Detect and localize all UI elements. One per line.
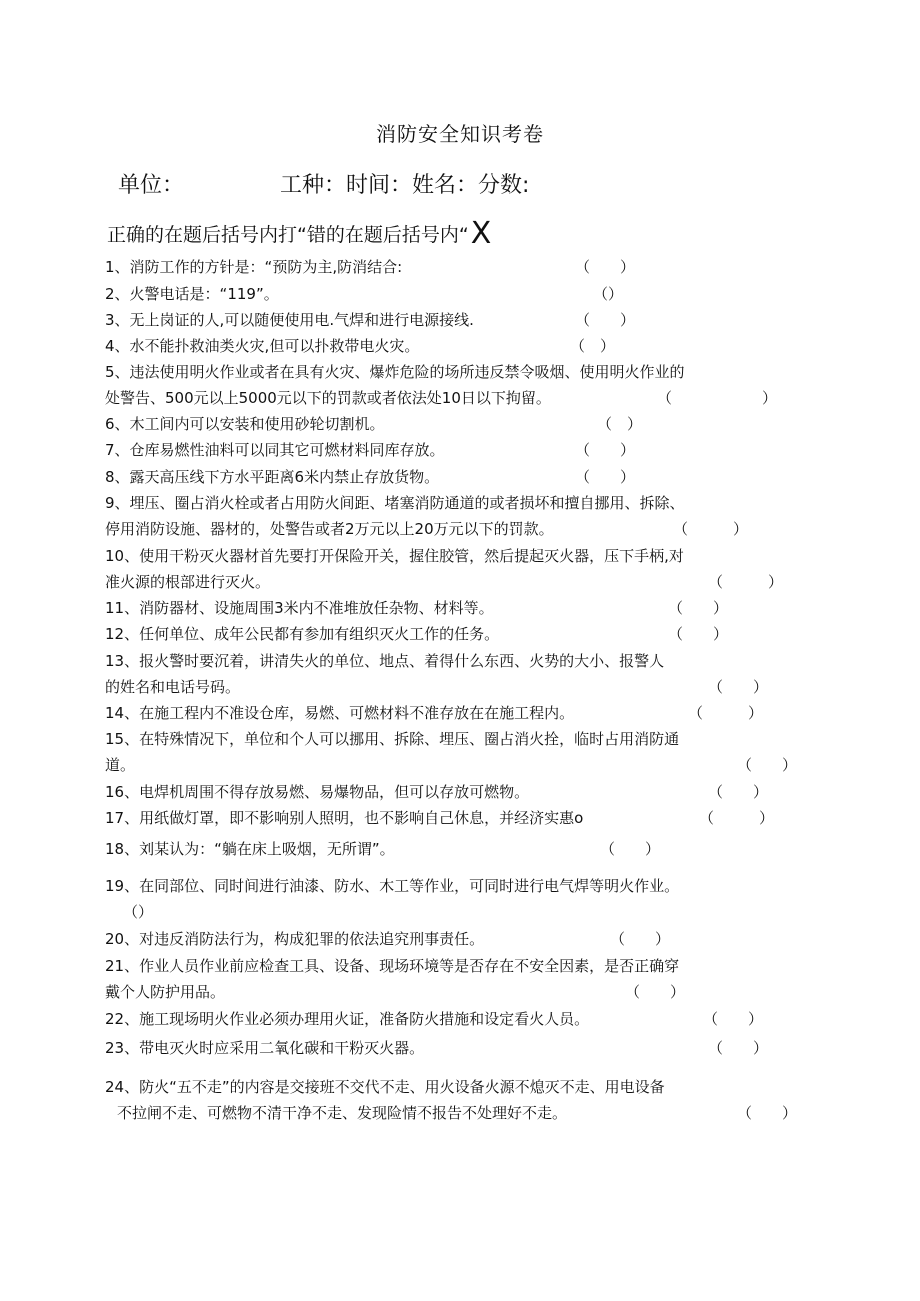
question-text: 21、作业人员作业前应检查工具、设备、现场环境等是否存在不安全因素，是否正确穿 <box>105 957 680 975</box>
question-text: 19、在同部位、同时间进行油漆、防水、木工等作业，可同时进行电气焊等明火作业。 <box>105 877 680 895</box>
question-text: 23、带电灭火时应采用二氧化碳和干粉灭火器。 <box>105 1039 425 1057</box>
question-12 <box>105 621 729 647</box>
answer-blank: （ ） <box>668 625 729 643</box>
question-3 <box>105 307 636 333</box>
question-text: 24、防火“五不走”的内容是交接班不交代不走、用火设备火源不熄灭不走、用电设备 <box>105 1078 665 1096</box>
question-16 <box>105 779 769 805</box>
answer-blank: （ ） <box>708 1039 769 1057</box>
answer-blank: （ ） <box>575 441 636 459</box>
answer-blank: （ ） <box>673 520 749 538</box>
exam-header-fields <box>118 168 529 199</box>
question-4 <box>105 333 616 359</box>
answer-blank: （ ） <box>625 983 686 1001</box>
cross-mark: X <box>470 216 492 251</box>
question-9 <box>105 490 749 542</box>
question-text: 9、埋压、圈占消火栓或者占用防火间距、堵塞消防通道的或者损坏和擅自挪用、拆除、 <box>105 494 685 512</box>
answer-blank: （ ） <box>737 1104 798 1122</box>
question-text-continued: 停用消防设施、器材的，处警告或者2万元以上20万元以下的罚款。 <box>105 520 554 538</box>
question-text: 3、无上岗证的人,可以随便使用电.气焊和进行电源接线. <box>105 311 474 329</box>
header-fields-label: 工种：时间：姓名：分数: <box>280 173 530 198</box>
question-24 <box>105 1074 798 1126</box>
answer-blank: （ ） <box>699 809 775 827</box>
answer-blank: （ ） <box>600 840 661 858</box>
answer-blank: （） <box>123 903 154 921</box>
answer-blank: （） <box>593 285 624 303</box>
page-title: 消防安全知识考卷 <box>376 122 544 146</box>
answer-blank: （ ） <box>737 756 798 774</box>
answer-blank: （ ） <box>708 783 769 801</box>
answer-blank: （ ） <box>657 389 778 407</box>
question-23 <box>105 1035 769 1061</box>
question-text: 8、露天高压线下方水平距离6米内禁止存放货物。 <box>105 468 440 486</box>
question-text: 17、用纸做灯罩，即不影响别人照明，也不影响自己休息，并经济实惠o <box>105 809 584 827</box>
question-text: 13、报火警时要沉着，讲清失火的单位、地点、着得什么东西、火势的大小、报警人 <box>105 652 665 670</box>
question-text-continued: 处警告、500元以上5000元以下的罚款或者依法处10日以下拘留。 <box>105 389 551 407</box>
question-text: 22、施工现场明火作业必须办理用火证，准备防火措施和设定看火人员。 <box>105 1010 590 1028</box>
question-5 <box>105 359 778 411</box>
answer-blank: （ ） <box>668 599 729 617</box>
answer-blank: （ ） <box>575 311 636 329</box>
question-text: 11、消防器材、设施周围3米内不准堆放任杂物、材料等。 <box>105 599 494 617</box>
question-text: 12、任何单位、成年公民都有参加有组织灭火工作的任务。 <box>105 625 500 643</box>
answer-blank: （ ） <box>610 930 671 948</box>
question-text: 2、火警电话是：“119”。 <box>105 285 279 303</box>
question-10 <box>105 543 784 595</box>
question-7 <box>105 437 636 463</box>
instruction-line <box>107 214 491 249</box>
question-21 <box>105 953 686 1005</box>
question-text: 6、木工间内可以安装和使用砂轮切割机。 <box>105 415 385 433</box>
question-8 <box>105 464 636 490</box>
question-13 <box>105 648 769 700</box>
answer-blank: （ ） <box>703 1010 764 1028</box>
question-text: 20、对违反消防法行为，构成犯罪的依法追究刑事责任。 <box>105 930 485 948</box>
question-20 <box>105 926 671 952</box>
unit-label: 单位： <box>118 173 185 198</box>
question-text: 16、电焊机周围不得存放易燃、易爆物品，但可以存放可燃物。 <box>105 783 530 801</box>
question-text-continued: 道。 <box>105 756 136 774</box>
question-text: 14、在施工程内不准设仓库，易燃、可燃材料不准存放在在施工程内。 <box>105 704 575 722</box>
answer-blank: （ ） <box>570 337 616 355</box>
question-6 <box>105 411 643 437</box>
answer-blank: （ ） <box>708 678 769 696</box>
question-1 <box>105 254 636 280</box>
question-11 <box>105 595 729 621</box>
answer-blank: （ ） <box>575 468 636 486</box>
question-text-continued: 戴个人防护用品。 <box>105 983 226 1001</box>
question-22 <box>105 1006 764 1032</box>
question-text: 1、消防工作的方针是：“预防为主,防消结合: <box>105 258 403 276</box>
question-text: 4、水不能扑救油类火灾,但可以扑救带电火灾。 <box>105 337 420 355</box>
question-15 <box>105 726 798 778</box>
answer-blank: （ ） <box>688 704 764 722</box>
question-14 <box>105 700 764 726</box>
question-text: 10、使用干粉灭火器材首先要打开保险开关，握住胶管，然后提起灭火器，压下手柄,对 <box>105 547 684 565</box>
question-text: 18、刘某认为：“躺在床上吸烟，无所谓”。 <box>105 840 395 858</box>
answer-blank: （ ） <box>597 415 643 433</box>
question-2 <box>105 281 624 307</box>
question-17 <box>105 805 775 831</box>
answer-blank: （ ） <box>575 258 636 276</box>
instruction-text: 正确的在题后括号内打“错的在题后括号内“ <box>107 224 469 246</box>
question-19 <box>105 873 679 925</box>
question-text-continued: 的姓名和电话号码。 <box>105 678 241 696</box>
question-text-continued: 准火源的根部进行灭火。 <box>105 573 271 591</box>
answer-blank: （ ） <box>708 573 784 591</box>
question-text: 7、仓库易燃性油料可以同其它可燃材料同库存放。 <box>105 441 445 459</box>
question-text: 5、违法使用明火作业或者在具有火灾、爆炸危险的场所违反禁令吸烟、使用明火作业的 <box>105 363 685 381</box>
question-text: 15、在特殊情况下，单位和个人可以挪用、拆除、埋压、圈占消火拴，临时占用消防通 <box>105 730 680 748</box>
question-18 <box>105 836 661 862</box>
question-text-continued: 不拉闸不走、可燃物不清干净不走、发现险情不报告不处理好不走。 <box>117 1104 568 1122</box>
